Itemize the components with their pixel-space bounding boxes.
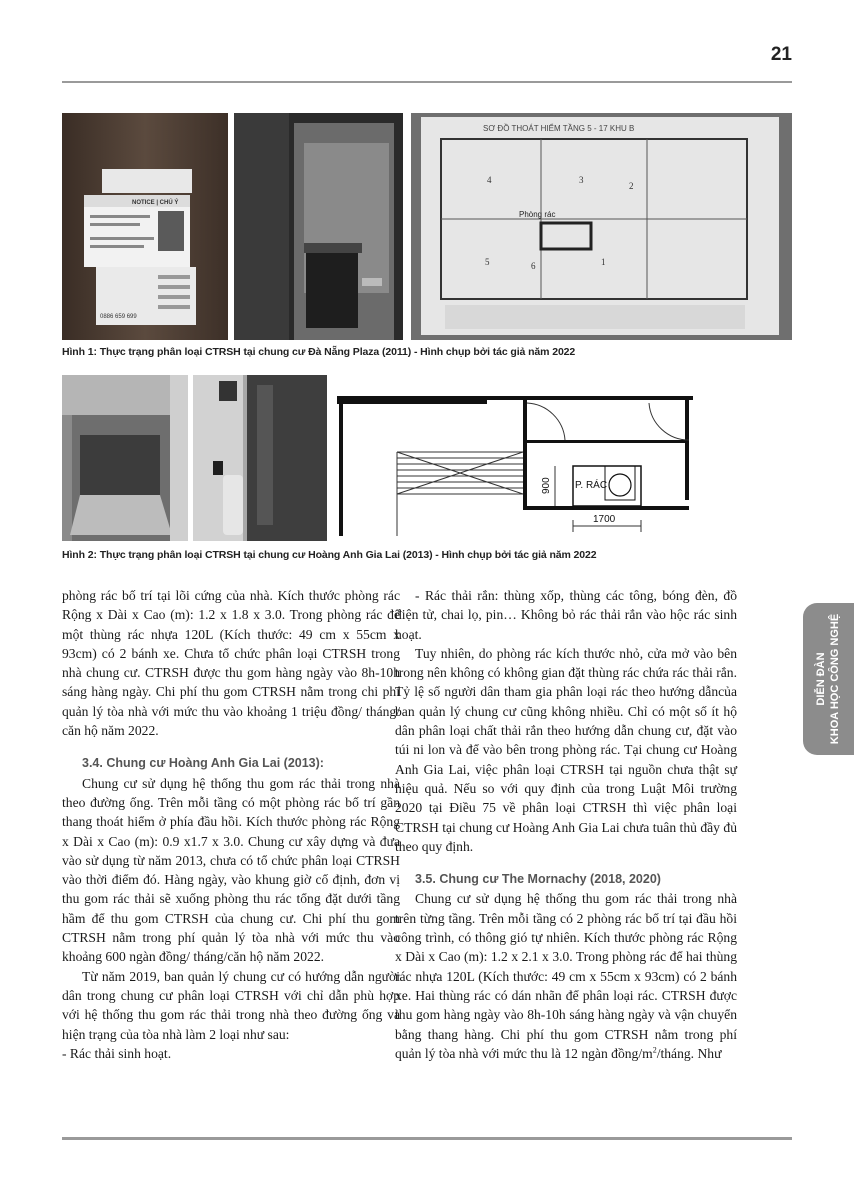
paragraph: Tuy nhiên, do phòng rác kích thước nhỏ, cửa mở vào bên trong nên không có không gian đặt thùng rác chứa rác thải rắn. Tỷ lệ số người dân tham gia phân loại rác theo hướng dẫncủa ban quản lý chung cư cũng không nhiều. Chỉ có một số ít hộ dân phân loại chất thải rắn theo hướng dẫn chung cư, đặt vào túi ni lon và để vào bên trong phòng rác. Tại chung cư Hoàng Anh Gia Lai, việc phân loại CTRSH tại nguồn chưa thật sự hiệu quả. Nếu so với quy định của trong Luật Môi trường 2020 tại Điều 75 về phân loại CTRSH thì việc phân loại CTRSH tại chung cư Hoàng Anh Gia Lai chưa tuân thủ đầy đủ theo quy định.	[395, 645, 737, 854]
figure1-photo-notice	[62, 113, 228, 340]
plan-room-label: Phòng rác	[519, 210, 556, 219]
paragraph: phòng rác bố trí tại lõi cứng của nhà. Kích thước phòng rác Rộng x Dài x Cao (m): 1.2 x 1.8 x 3.0. Trong phòng rác để một thùng rác nhựa 120L (Kích thước: 49 cm x 55cm x 93cm) có 2 bánh xe. Chưa tổ chức phân loại CTRSH trong nhà chung cư. CTRSH được thu gom hàng ngày vào 8h-10h sáng hàng ngày. Chi phí thu gom CTRSH nằm trong chi phí quản lý tòa nhà với mức thu vào khoảng 1 triệu đồng/ tháng/ căn hộ năm 2022.	[62, 588, 400, 739]
paragraph: Chung cư sử dụng hệ thống thu gom rác thải trong nhà theo đường ống. Trên mỗi tầng có một phòng rác bố trí gần thang thoát hiểm ở phía đầu hồi. Kích thước phòng rác Rộng x Dài x Cao (m): 0.9 x1.7 x 3.0. Chung cư xây dựng và đưa vào sử dụng từ năm 2013, chưa có tổ chức phân loại CTRSH vào thời điểm đó. Hàng ngày, vào khung giờ cố định, đơn vị thu gom rác thải sẽ xuống phòng thu rác tổng đặt dưới tầng hầm để thu gom CTRSH của chung cư. Chi phí thu gom CTRSH nằm trong phí quản lý tòa nhà với mức thu vào khoảng 600 ngàn đồng/ tháng/căn hộ năm 2022.	[62, 775, 400, 965]
section-heading-3-4: 3.4. Chung cư Hoàng Anh Gia Lai (2013):	[82, 756, 324, 771]
dimension-vertical: 900	[541, 477, 552, 494]
section-heading-3-5: 3.5. Chung cư The Mornachy (2018, 2020)	[415, 872, 661, 887]
plan-zone-4: 4	[487, 175, 492, 185]
paragraph	[395, 889, 737, 1063]
list-item: - Rác thải sinh hoạt.	[62, 1045, 172, 1061]
figure1-photo-evacuation-plan	[411, 113, 792, 340]
figure2-photo-chute	[62, 375, 188, 541]
left-text-column	[62, 586, 400, 1063]
hotline-number: 0886 659 699	[100, 314, 137, 320]
plan-zone-3: 3	[579, 175, 584, 185]
floor-plan-room-label: P. RÁC	[575, 480, 608, 491]
page-number: 21	[770, 44, 792, 65]
dimension-horizontal: 1700	[593, 514, 616, 525]
paragraph-text: Chung cư sử dụng hệ thống thu gom rác thải trong nhà trên từng tầng. Trên mỗi tầng có 2 phòng rác bố trí tại đầu hồi công trình, có thông gió tự nhiên. Kích thước phòng rác Rộng x Dài x Cao (m): 1.2 x 2.1 x 3.0. Trong phòng rác để hai thùng rác nhựa 120L (Kích thước: 49 cm x 55cm x 93cm) có 2 bánh xe. Hai thùng rác có dán nhãn để phân loại rác. CTRSH được thu gom hàng ngày vào 8h-10h sáng hàng ngày và vận chuyển bằng thang hàng. Chi phí thu gom CTRSH nằm trong phí quản lý tòa nhà với mức thu là 12 ngàn đồng/m	[395, 891, 737, 1061]
plan-zone-1: 1	[601, 257, 606, 267]
side-tab-line2: KHOA HỌC CÔNG NGHỆ	[829, 613, 842, 745]
plan-zone-5: 5	[485, 257, 490, 267]
plan-zone-6: 6	[531, 261, 536, 271]
plan-title: SƠ ĐỒ THOÁT HIỂM TẦNG 5 - 17 KHU B	[483, 124, 635, 133]
figure2-photo-corridor	[193, 375, 327, 541]
footer-rule	[62, 1137, 792, 1140]
paragraph-text-end: /tháng. Như	[656, 1045, 722, 1061]
notice-title: NOTICE | CHÚ Ý	[132, 200, 179, 206]
header-rule	[62, 81, 792, 83]
plan-zone-2: 2	[629, 181, 634, 191]
figure2-floor-plan	[337, 370, 693, 536]
right-text-column	[395, 586, 737, 1063]
figure2-caption: Hình 2: Thực trạng phân loại CTRSH tại chung cư Hoàng Anh Gia Lai (2013) - Hình chụp bởi tác giả năm 2022	[62, 549, 597, 561]
paragraph: Từ năm 2019, ban quản lý chung cư có hướng dẫn người dân trong chung cư phân loại CTRSH với chỉ dẫn phù hợp với hệ thống thu gom rác thải trong nhà theo đường ống và hiện trạng của tòa nhà làm 2 loại như sau:	[62, 968, 400, 1042]
list-item: - Rác thải rắn: thùng xốp, thùng các tông, bóng đèn, đồ điện tử, chai lọ, pin… Không bỏ rác thải rắn vào hộc rác sinh hoạt.	[395, 588, 737, 642]
superscript: 2	[652, 1045, 657, 1055]
side-tab-line1: DIỄN ĐÀN	[815, 652, 828, 706]
section-side-tab	[803, 603, 854, 755]
figure1-photo-trash-bin	[234, 113, 403, 340]
figure1-caption: Hình 1: Thực trạng phân loại CTRSH tại chung cư Đà Nẵng Plaza (2011) - Hình chụp bởi tác giả năm 2022	[62, 346, 576, 358]
